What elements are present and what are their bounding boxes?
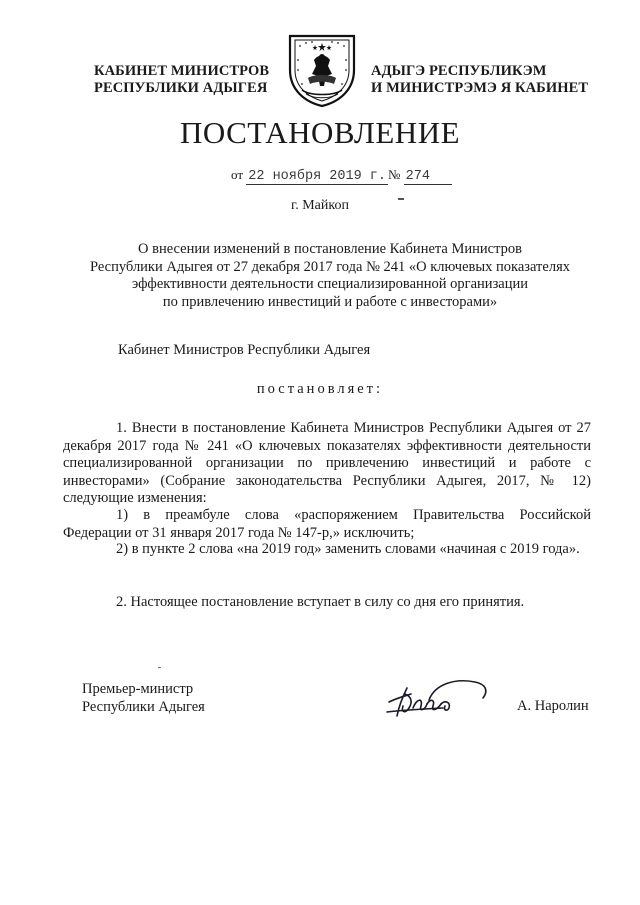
date-number-line (231, 167, 452, 185)
resolves-text: постановляет: (256, 381, 384, 397)
signatory-position-line2: Республики Адыгея (82, 699, 205, 715)
signatory-position-line1: Премьер-министр (82, 681, 194, 697)
preamble-text: Кабинет Министров Республики Адыгея (118, 342, 371, 358)
paragraph-1-item-2: 2) в пункте 2 слова «на 2019 год» заменить словами «начиная с 2019 года». (116, 541, 580, 557)
handwritten-signature-icon (383, 672, 495, 728)
paragraph-1-item-1: 1) в преамбуле слова «распоряжением Правительства Российской Федерации от 31 января 2017 года № 147-р,» исключить; (63, 507, 591, 541)
paragraph-1: 1. Внести в постановление Кабинета Министров Республики Адыгея от 27 декабря 2017 года № 241 «О ключевых показателях эффективности деятельности специализированной организации по привлечению инвестиций и работе с инвесторами» (Собрание законодательства Республики Адыгея, 2017, № 12) следующие изменения: (63, 420, 591, 506)
subject-line-4: по привлечению инвестиций и работе с инвесторами» (162, 293, 498, 310)
subject-line-2: Республики Адыгея от 27 декабря 2017 года № 241 «О ключевых показателях (90, 258, 570, 275)
header-left-line1: КАБИНЕТ МИНИСТРОВ (94, 63, 270, 79)
number-prefix: № (388, 167, 401, 182)
header-left-line2: РЕСПУБЛИКИ АДЫГЕЯ (94, 80, 268, 96)
signatory-name: А. Наролин (517, 698, 589, 714)
adygea-coat-of-arms-icon (284, 30, 360, 108)
city-name: г. Майкоп (291, 198, 349, 213)
date-value: 22 ноября 2019 г. (248, 169, 386, 184)
date-prefix: от (231, 167, 244, 182)
header-left-block (94, 63, 269, 97)
number-value: 274 (404, 169, 452, 185)
header-right-line2: И МИНИСТРЭМЭ Я КАБИНЕТ (371, 80, 589, 96)
subject-line-3: эффективности деятельности специализированной организации (131, 276, 529, 292)
document-title: ПОСТАНОВЛЕНИЕ (179, 115, 461, 150)
scan-mark (158, 667, 161, 668)
paragraph-2: 2. Настоящее постановление вступает в силу со дня его принятия. (116, 594, 525, 610)
signatory-position (82, 680, 205, 716)
document-subject (70, 241, 590, 311)
header-right-line1: АДЫГЭ РЕСПУБЛИКЭМ (371, 63, 547, 79)
header-right-block (371, 63, 588, 97)
subject-line-1: О внесении изменений в постановление Кабинета Министров (138, 241, 522, 257)
